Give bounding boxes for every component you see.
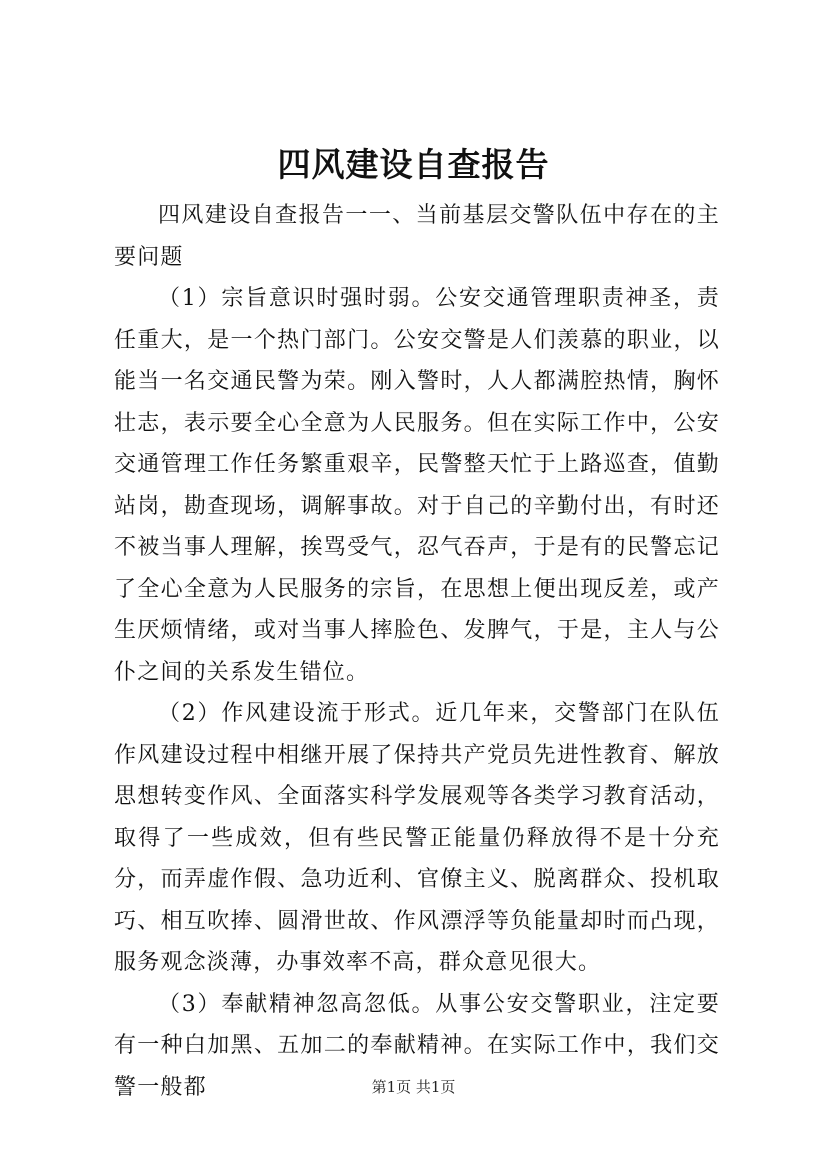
document-body (114, 195, 720, 1108)
paragraph-intro: 四风建设自查报告一一、当前基层交警队伍中存在的主要问题 (114, 203, 720, 270)
paragraph-3: （3）奉献精神忽高忽低。从事公安交警职业，注定要有一种白加黑、五加二的奉献精神。在实际工作中，我们交警一般都 (114, 991, 720, 1100)
paragraph-1: （1）宗旨意识时强时弱。公安交通管理职责神圣，责任重大，是一个热门部门。公安交警是人们羡慕的职业，以能当一名交通民警为荣。刚入警时，人人都满腔热情，胸怀壮志，表示要全心全意为人民服务。但在实际工作中，公安交通管理工作任务繁重艰辛，民警整天忙于上路巡查，值勤站岗，勘查现场，调解事故。对于自己的辛勤付出，有时还不被当事人理解，挨骂受气，忍气吞声，于是有的民警忘记了全心全意为人民服务的宗旨，在思想上便出现反差，或产生厌烦情绪，或对当事人摔脸色、发脾气，于是，主人与公仆之间的关系发生错位。 (114, 286, 720, 685)
paragraph-2: （2）作风建设流于形式。近几年来，交警部门在队伍作风建设过程中相继开展了保持共产党员先进性教育、解放思想转变作风、全面落实科学发展观等各类学习教育活动，取得了一些成效，但有些民警正能量仍释放得不是十分充分，而弄虚作假、急功近利、官僚主义、脱离群众、投机取巧、相互吹捧、圆滑世故、作风漂浮等负能量却时而凸现，服务观念淡薄，办事效率不高，群众意见很大。 (114, 701, 720, 975)
page-footer: 第1页 共1页 (371, 1078, 456, 1096)
page-title: 四风建设自查报告 (277, 145, 550, 184)
